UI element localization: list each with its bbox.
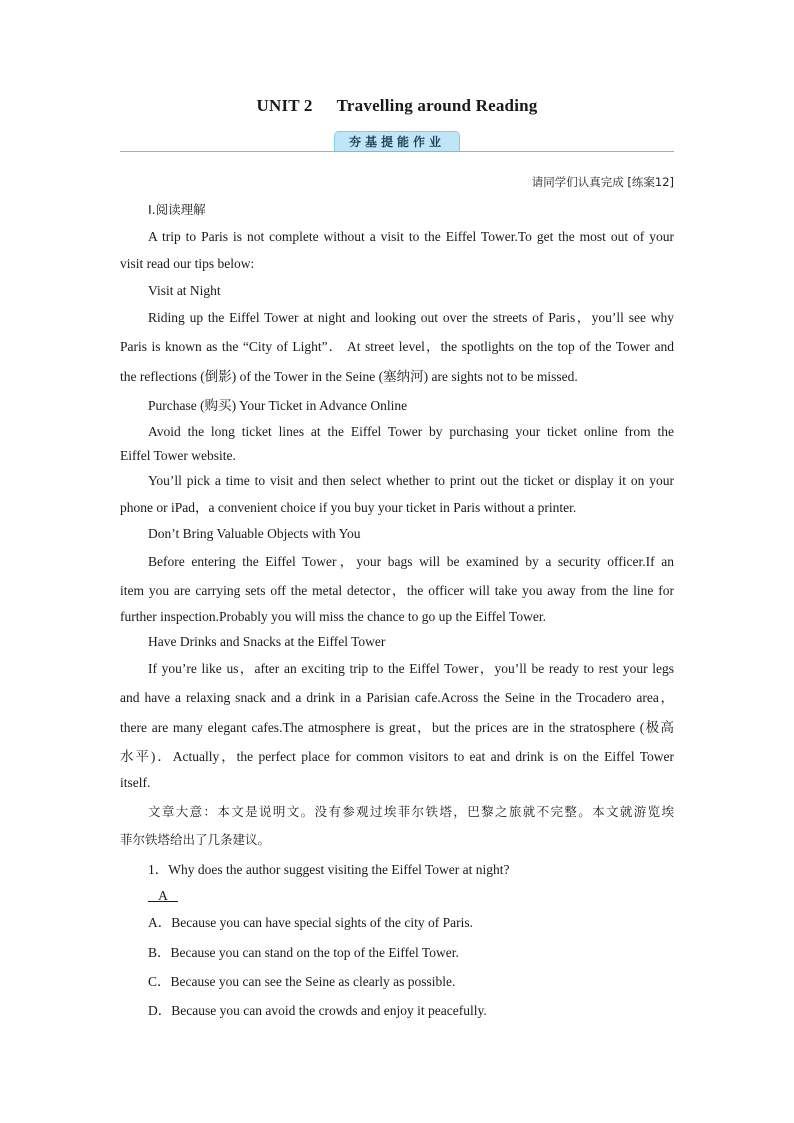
option-c: C．Because you can see the Seine as clearly as possible. [148,974,456,989]
passage-line: the reflections (倒影) of the Tower in the Seine (塞纳河) are sights not to be missed. [120,369,578,384]
tip-heading: Don’t Bring Valuable Objects with You [148,526,361,541]
tip-heading: Have Drinks and Snacks at the Eiffel Tower [148,634,386,649]
passage-line: Before entering the Eiffel Tower，your bags will be examined by a security officer.If an [148,554,674,569]
answer-letter: A [158,888,168,903]
passage-line: there are many elegant cafes.The atmosphere is great，but the prices are in the stratosphere (极高 [120,720,674,735]
passage-line: item you are carrying sets off the metal detector，the officer will take you away from the line for [120,583,674,598]
passage-line: Paris is known as the “City of Light”． At street level，the spotlights on the top of the Tower and [120,339,674,354]
option-d: D．Because you can avoid the crowds and enjoy it peacefully. [148,1003,487,1018]
passage-line: and have a relaxing snack and a drink in a Parisian cafe.Across the Seine in the Trocadero area， [120,690,674,705]
unit-title: Travelling around Reading [336,96,538,115]
page-title [0,96,794,116]
passage-line: If you’re like us，after an exciting trip to the Eiffel Tower，you’ll be ready to rest your legs [148,661,674,676]
summary-line: 菲尔铁塔给出了几条建议。 [120,832,271,847]
passage-line: itself. [120,775,151,790]
passage-line: Avoid the long ticket lines at the Eiffel Tower by purchasing your ticket online from the [148,424,674,439]
passage-line: You’ll pick a time to visit and then select whether to print out the ticket or display it on your [148,473,674,488]
exercise-note: 请同学们认真完成 [练案12] [531,175,674,189]
answer-blank [148,887,702,905]
unit-label: UNIT 2 [256,96,313,115]
tip-heading: Visit at Night [148,283,221,298]
passage-line: further inspection.Probably you will miss the chance to go up the Eiffel Tower. [120,609,546,624]
passage-line: 水平)．Actually，the perfect place for common visitors to eat and drink is on the Eiffel Tower [120,749,674,764]
passage-line: visit read our tips below: [120,256,255,271]
question-stem: 1．Why does the author suggest visiting the Eiffel Tower at night? [148,862,510,877]
homework-banner: 夯基提能作业 [334,131,460,152]
passage-line: Eiffel Tower website. [120,448,236,463]
section-heading: Ⅰ.阅读理解 [148,202,206,217]
passage-line: phone or iPad，a convenient choice if you buy your ticket in Paris without a printer. [120,500,577,515]
option-a: A．Because you can have special sights of the city of Paris. [148,915,474,930]
passage-line: A trip to Paris is not complete without a visit to the Eiffel Tower.To get the most out of your [148,229,674,244]
passage-line: Riding up the Eiffel Tower at night and looking out over the streets of Paris，you’ll see why [148,310,674,325]
tip-heading: Purchase (购买) Your Ticket in Advance Online [148,398,408,413]
header-rule [120,151,674,152]
summary-line: 文章大意：本文是说明文。没有参观过埃菲尔铁塔，巴黎之旅就不完整。本文就游览埃 [148,804,674,819]
option-b: B．Because you can stand on the top of the Eiffel Tower. [148,945,459,960]
